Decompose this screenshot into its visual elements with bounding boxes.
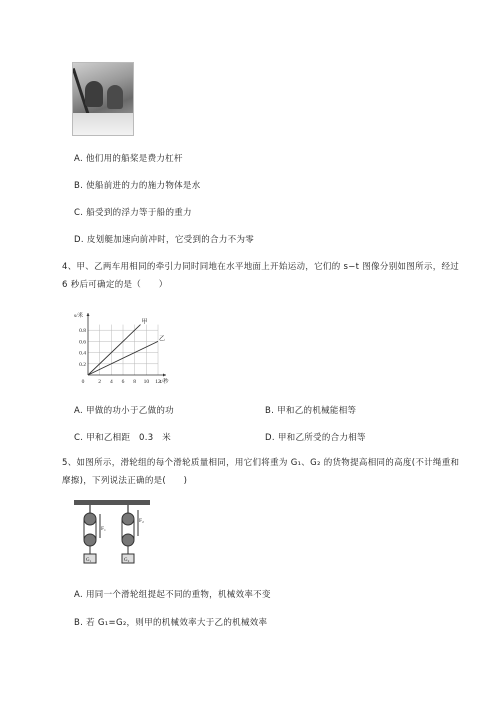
q3-option-d: D. 皮划艇加速向前冲时，它受到的合力不为零 — [74, 235, 255, 245]
water-shape — [73, 113, 133, 135]
y-tick-label: 0.8 — [79, 328, 86, 335]
label-g1: G₁ — [86, 558, 92, 563]
q4-option-d: D. 甲和乙所受的合力相等 — [265, 433, 366, 443]
y-axis-label: s/米 — [74, 313, 84, 319]
x-tick-label: 6 — [121, 379, 125, 385]
x-axis-label: t/秒 — [160, 379, 169, 385]
series-label-yi: 乙 — [159, 335, 166, 343]
kayak-photo — [72, 62, 134, 136]
y-tick-label: 0.4 — [79, 350, 86, 357]
q4-stem-line2: 6 秒后可确定的是（ ） — [62, 280, 168, 290]
label-g2: G₂ — [124, 558, 130, 563]
q4-stem — [62, 258, 482, 294]
y-tick-label: 0.2 — [79, 361, 86, 368]
x-tick-label: 4 — [109, 379, 113, 385]
graph-grid — [88, 325, 158, 375]
q5-stem-line1: 5、如图所示，滑轮组的每个滑轮质量相同，用它们将重为 G₁、G₂ 的货物提高相同的高度(不计绳重和 — [62, 458, 460, 468]
x-tick-label: 8 — [133, 379, 137, 385]
pulley-1-movable — [84, 534, 96, 546]
y-axis-arrow — [87, 313, 90, 316]
graph-axes — [87, 313, 167, 377]
series-line-jia — [88, 325, 141, 375]
q3-option-a: A. 他们用的船桨是费力杠杆 — [74, 154, 183, 164]
pulley-2-fixed — [122, 513, 134, 525]
x-tick-label: 12 — [155, 379, 161, 385]
pulley-2-movable — [122, 534, 134, 546]
label-f2: F₂ — [139, 518, 144, 524]
q5-option-b: B. 若 G₁=G₂，则甲的机械效率大于乙的机械效率 — [74, 618, 268, 628]
label-f1: F₁ — [101, 526, 106, 532]
paddler-2-shape — [107, 85, 123, 109]
x-tick-label: 2 — [98, 379, 102, 385]
pulley-figure — [72, 500, 152, 570]
x-tick-label: 0 — [81, 379, 85, 385]
q5-stem — [62, 454, 482, 490]
s-t-graph — [66, 309, 176, 393]
pulley-1-fixed — [84, 513, 96, 525]
q4-option-c: C. 甲和乙相距 0.3 米 — [74, 433, 172, 443]
paddler-1-shape — [85, 81, 103, 107]
x-axis-arrow — [163, 374, 166, 377]
ceiling-beam — [74, 500, 150, 505]
series-label-jia: 甲 — [141, 318, 148, 326]
y-tick-label: 0.6 — [79, 339, 86, 346]
x-tick-label: 10 — [143, 379, 150, 385]
q4-option-b: B. 甲和乙的机械能相等 — [265, 406, 357, 416]
q3-option-b: B. 使船前进的力的施力物体是水 — [74, 181, 201, 191]
q5-stem-line2: 摩擦)，下列说法正确的是( ) — [62, 476, 188, 486]
q4-stem-line1: 4、甲、乙两车用相同的牵引力同时同地在水平地面上开始运动，它们的 s−t 图像分别如图所示，经过 — [62, 262, 460, 272]
q5-option-a: A. 用同一个滑轮组提起不同的重物，机械效率不变 — [74, 590, 271, 600]
q3-option-c: C. 船受到的浮力等于船的重力 — [74, 208, 192, 218]
q4-option-a: A. 甲做的功小于乙做的功 — [74, 406, 174, 416]
